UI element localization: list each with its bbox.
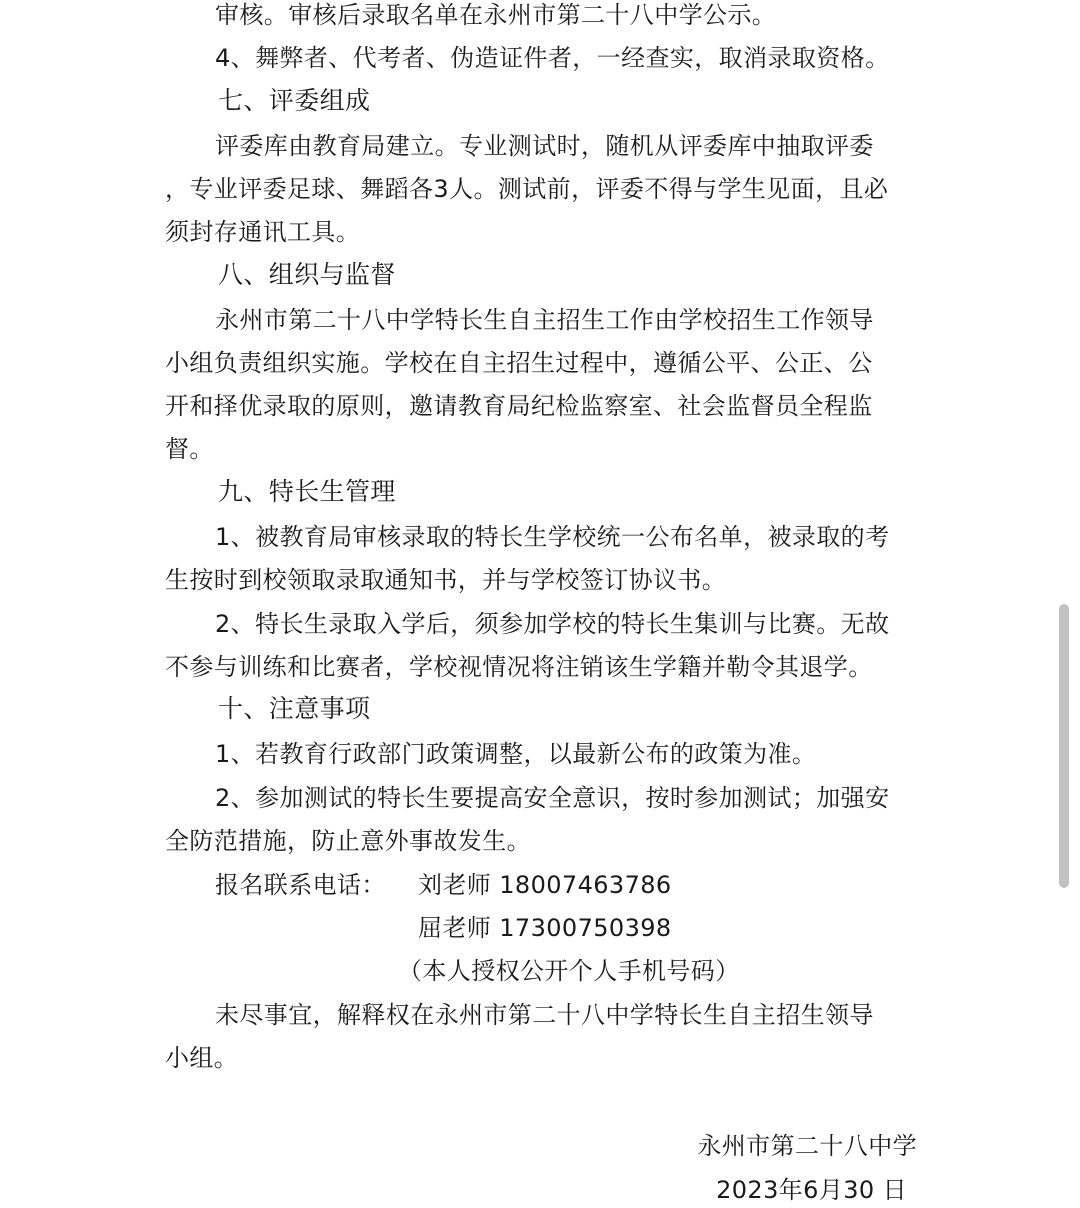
closing-line: 未尽事宜，解释权在永州市第二十八中学特长生自主招生领导 bbox=[215, 1001, 874, 1029]
text-line: 永州市第二十八中学特长生自主招生工作由学校招生工作领导 bbox=[215, 306, 874, 334]
text-line: 督。 bbox=[165, 435, 214, 463]
text-line: 1、若教育行政部门政策调整，以最新公布的政策为准。 bbox=[215, 740, 817, 768]
contact-entry: 刘老师 18007463786 bbox=[418, 871, 672, 899]
signature-date: 2023年6月30 日 bbox=[716, 1176, 907, 1204]
section-heading-supervision: 八、组织与监督 bbox=[218, 260, 396, 289]
text-line: 2、特长生录取入学后，须参加学校的特长生集训与比赛。无故 bbox=[215, 610, 890, 638]
text-line: 不参与训练和比赛者，学校视情况将注销该生学籍并勒令其退学。 bbox=[165, 653, 873, 681]
contact-note: （本人授权公开个人手机号码） bbox=[398, 957, 740, 985]
text-line: 开和择优录取的原则，邀请教育局纪检监察室、社会监督员全程监 bbox=[165, 392, 873, 420]
scrollbar-thumb[interactable] bbox=[1059, 604, 1069, 888]
text-line: 审核。审核后录取名单在永州市第二十八中学公示。 bbox=[215, 1, 777, 29]
text-line: 1、被教育局审核录取的特长生学校统一公布名单，被录取的考 bbox=[215, 523, 890, 551]
text-line: 全防范措施，防止意外事故发生。 bbox=[165, 827, 531, 855]
section-heading-management: 九、特长生管理 bbox=[218, 477, 396, 506]
contact-entry: 屈老师 17300750398 bbox=[418, 914, 672, 942]
section-heading-notes: 十、注意事项 bbox=[218, 694, 371, 723]
text-line: 评委库由教育局建立。专业测试时，随机从评委库中抽取评委 bbox=[215, 132, 874, 160]
signature-org: 永州市第二十八中学 bbox=[697, 1132, 917, 1160]
text-line: 生按时到校领取录取通知书，并与学校签订协议书。 bbox=[165, 566, 727, 594]
text-line: 小组负责组织实施。学校在自主招生过程中，遵循公平、公正、公 bbox=[165, 349, 873, 377]
contact-label: 报名联系电话： bbox=[215, 871, 386, 899]
text-line: 须封存通讯工具。 bbox=[165, 218, 361, 246]
closing-line: 小组。 bbox=[165, 1044, 239, 1072]
text-line: ，专业评委足球、舞蹈各3人。测试前，评委不得与学生见面，且必 bbox=[165, 175, 889, 203]
text-line: 4、舞弊者、代考者、伪造证件者，一经查实，取消录取资格。 bbox=[215, 44, 890, 72]
text-line: 2、参加测试的特长生要提高安全意识，按时参加测试；加强安 bbox=[215, 784, 890, 812]
section-heading-judges: 七、评委组成 bbox=[218, 86, 371, 115]
